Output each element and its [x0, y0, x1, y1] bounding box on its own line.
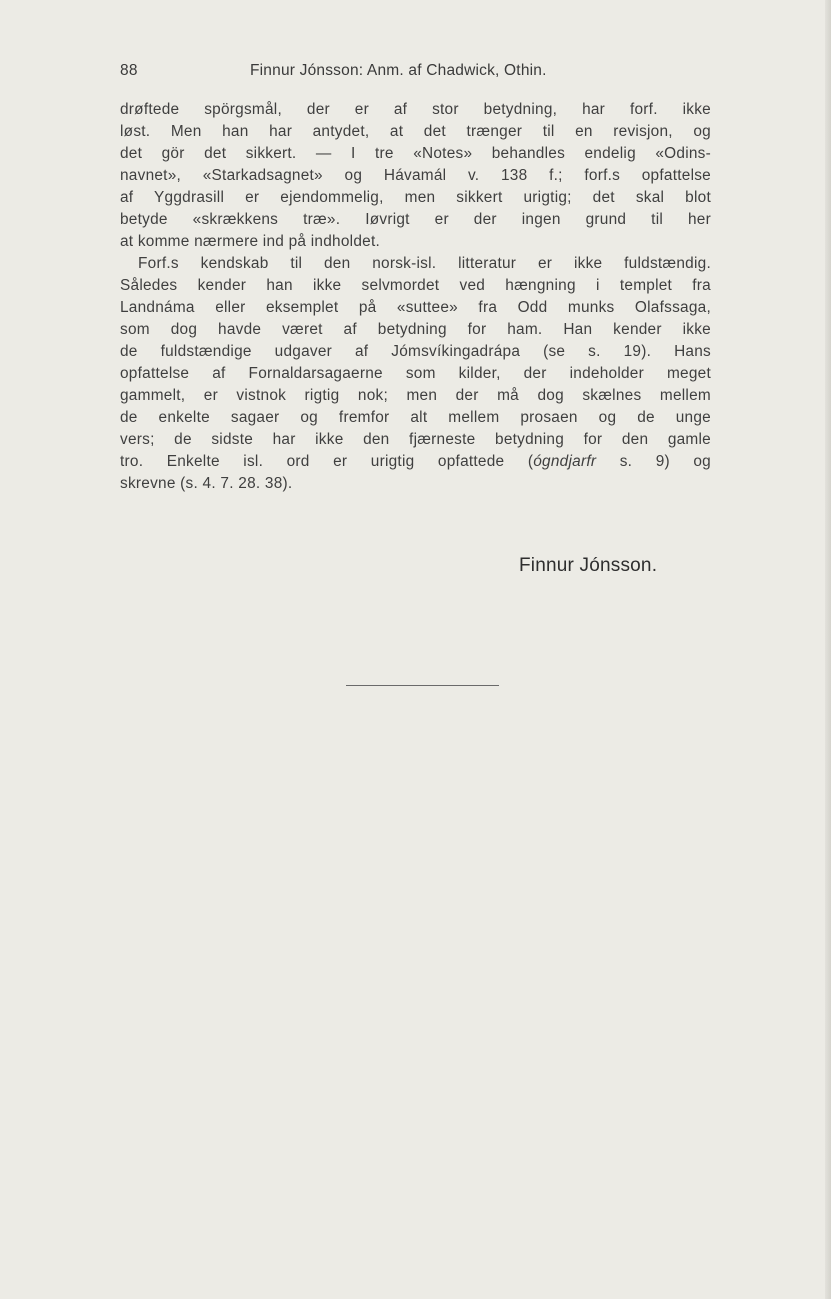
- text-line: vers; de sidste har ikke den fjærneste betydning for den gamle: [120, 431, 711, 448]
- text-line: de fuldstændige udgaver af Jómsvíkingadrápa (se s. 19). Hans: [120, 343, 711, 360]
- text-line: løst. Men han har antydet, at det trænger til en revisjon, og: [120, 123, 711, 140]
- text-line: det gör det sikkert. — I tre «Notes» behandles endelig «Odins-: [120, 145, 711, 162]
- text-segment: s. 9) og: [596, 453, 711, 470]
- page-edge-shadow: [825, 0, 831, 1299]
- text-line: gammelt, er vistnok rigtig nok; men der må dog skælnes mellem: [120, 387, 711, 404]
- page-number: 88: [120, 62, 138, 79]
- italic-word: ógndjarfr: [533, 453, 597, 470]
- text-line: af Yggdrasill er ejendommelig, men sikkert urigtig; det skal blot: [120, 189, 711, 206]
- text-line: navnet», «Starkadsagnet» og Hávamál v. 138 f.; forf.s opfattelse: [120, 167, 711, 184]
- text-segment: tro. Enkelte isl. ord er urigtig opfattede (: [120, 453, 534, 470]
- section-divider: [346, 685, 499, 686]
- text-line: at komme nærmere ind på indholdet.: [120, 233, 381, 250]
- text-line: betyde «skrækkens træ». Iøvrigt er der ingen grund til her: [120, 211, 711, 228]
- text-line: Forf.s kendskab til den norsk-isl. litteratur er ikke fuldstændig.: [138, 255, 711, 272]
- text-line-with-italic: [120, 451, 711, 473]
- paragraph-2: [120, 253, 711, 495]
- text-line: opfattelse af Fornaldarsagaerne som kilder, der indeholder meget: [120, 365, 711, 382]
- author-signature: Finnur Jónsson.: [519, 555, 658, 576]
- running-header: [120, 62, 720, 82]
- body-text: [120, 99, 711, 495]
- running-title: Finnur Jónsson: Anm. af Chadwick, Othin.: [250, 62, 547, 79]
- paragraph-1: [120, 99, 711, 253]
- text-line: Således kender han ikke selvmordet ved hængning i templet fra: [120, 277, 711, 294]
- text-line: som dog havde været af betydning for ham. Han kender ikke: [120, 321, 711, 338]
- text-line: Landnáma eller eksemplet på «suttee» fra Odd munks Olafssaga,: [120, 299, 711, 316]
- text-line: drøftede spörgsmål, der er af stor betydning, har forf. ikke: [120, 101, 711, 118]
- text-line: skrevne (s. 4. 7. 28. 38).: [120, 475, 293, 492]
- text-line: de enkelte sagaer og fremfor alt mellem prosaen og de unge: [120, 409, 711, 426]
